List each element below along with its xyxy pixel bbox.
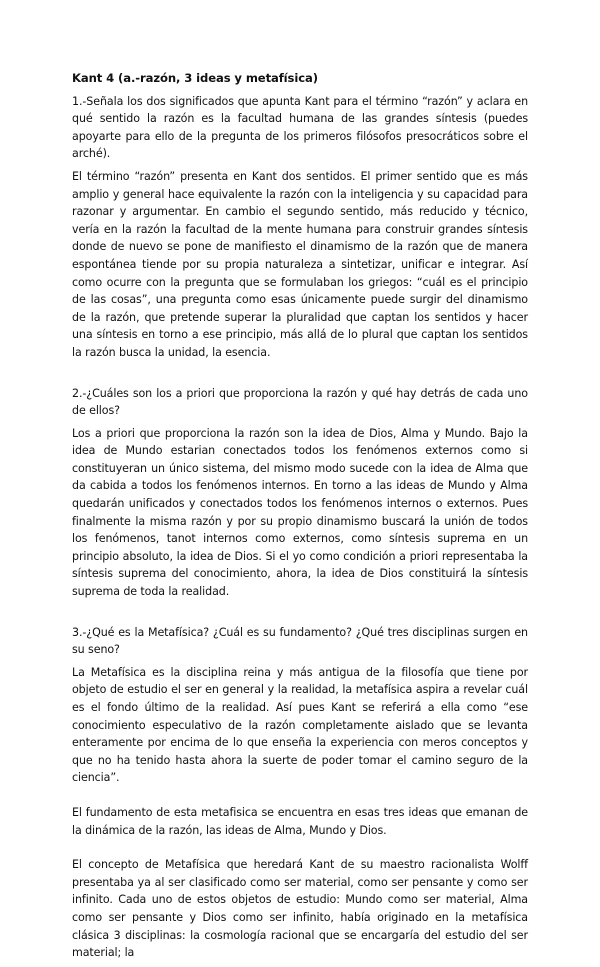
answer-1-paragraph-1: El término “razón” presenta en Kant dos sentidos. El primer sentido que es más amplio y general hace equivalente la razón con la inteligencia y su capacidad para razonar y argumentar. En cambio el segundo sentido, más reducido y técnico, vería en la razón la facultad de la mente humana para construir grandes síntesis donde de nuevo se pone de manifiesto el dinamismo de la razón que de manera espontánea tiende por su propia naturaleza a sintetizar, unificar e integrar. Así como ocurre con la pregunta que se formulaban los griegos: “cuál es el principio de las cosas”, una pregunta como esas únicamente puede surgir del dinamismo de la razón, que pretende superar la pluralidad que captan los sentidos y hacer una síntesis en torno a ese principio, más allá de lo plural que captan los sentidos la razón busca la unidad, la esencia. bbox=[72, 169, 528, 359]
answer-3-paragraph-1: La Metafísica es la disciplina reina y más antigua de la filosofía que tiene por objeto de estudio el ser en general y la realidad, la metafísica aspira a revelar cuál es el fondo último de la realidad. Así pues Kant se referirá a ella como “ese conocimiento especulativo de la razón completamente aislado que se levanta enteramente por encima de lo que enseña la experiencia con meros conceptos y que no ha tenido hasta ahora la suerte de poder tomar el camino seguro de la ciencia”. bbox=[72, 665, 528, 785]
answer-3-paragraph-3: El concepto de Metafísica que heredará Kant de su maestro racionalista Wolff presentaba ya al ser clasificado como ser material, como ser pensante y como ser infinito. Cada uno de estos objetos de estudio: Mundo como ser material, Alma como ser pensante y Dios como ser infinito, había originado en la metafísica clásica 3 disciplinas: la cosmología racional que se encargaría del estudio del ser material; la bbox=[72, 858, 528, 960]
document-page bbox=[72, 70, 528, 967]
document-title: Kant 4 (a.-razón, 3 ideas y metafísica) bbox=[72, 71, 318, 85]
spacer bbox=[72, 606, 528, 624]
spacer bbox=[72, 792, 528, 804]
question-1: 1.-Señala los dos significados que apunta Kant para el término “razón” y aclara en qué sentido la razón es la facultad humana de las grandes síntesis (puedes apoyarte para ello de la pregunta de los primeros filósofos presocráticos sobre el arché). bbox=[72, 94, 528, 161]
spacer bbox=[72, 367, 528, 385]
answer-2-paragraph-1: Los a priori que proporciona la razón son la idea de Dios, Alma y Mundo. Bajo la idea de Mundo estarian conectados todos los fenómenos externos como si constituyeran un único sistema, del mismo modo sucede con la idea de Alma que da cabida a todos los fenómenos internos. En torno a las ideas de Mundo y Alma quedarán unificados y conectados todos los fenómenos internos o externos. Pues finalmente la misma razón y por su propio dinamismo buscará la unión de todos los fenómenos, tanot internos como externos, como síntesis suprema en un principio absoluto, la idea de Dios. Si el yo como condición a priori representaba la síntesis suprema del conocimiento, ahora, la idea de Dios constituirá la síntesis suprema de toda la realidad. bbox=[72, 426, 528, 599]
spacer bbox=[72, 844, 528, 856]
answer-3-paragraph-2: El fundamento de esta metafisica se encuentra en esas tres ideas que emanan de la dinámica de la razón, las ideas de Alma, Mundo y Dios. bbox=[72, 805, 528, 837]
question-3: 3.-¿Qué es la Metafísica? ¿Cuál es su fundamento? ¿Qué tres disciplinas surgen en su seno? bbox=[72, 625, 528, 657]
question-2: 2.-¿Cuáles son los a priori que proporciona la razón y qué hay detrás de cada uno de ellos? bbox=[72, 386, 528, 418]
